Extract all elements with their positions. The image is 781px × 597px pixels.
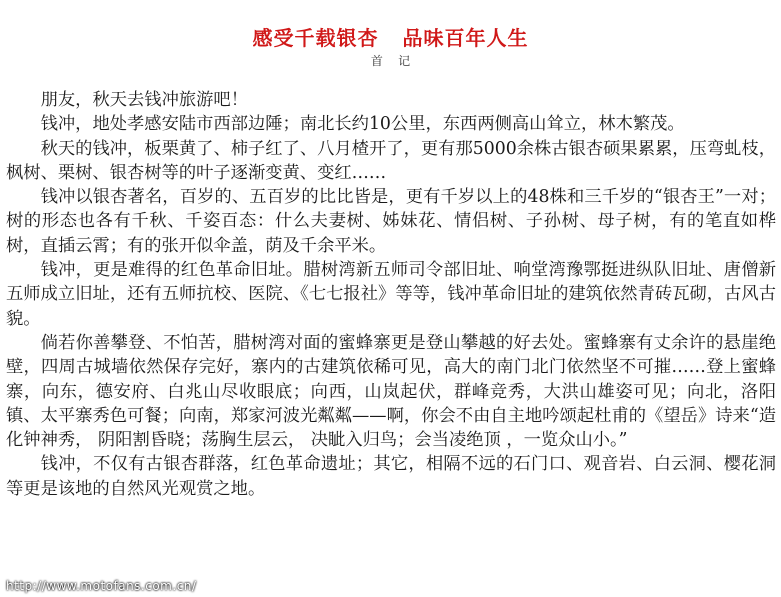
paragraph: 钱冲以银杏著名，百岁的、五百岁的比比皆是，更有千岁以上的48株和三千岁的“银杏王”一对；树的形态也各有千秋、千姿百态：什么夫妻树、姊妹花、情侣树、子孙树、母子树，有的笔直如桦树，直插云霄；有的张开似伞盖，荫及千余平米。	[6, 187, 776, 256]
paragraph: 钱冲，更是难得的红色革命旧址。腊树湾新五师司令部旧址、响堂湾豫鄂挺进纵队旧址、唐僧新五师成立旧址，还有五师抗校、医院、《七七报社》等等，钱冲革命旧址的建筑依然青砖瓦砌，古风古貌。	[6, 260, 776, 329]
page-title	[0, 22, 781, 51]
paragraph: 钱冲，地处孝感安陆市西部边陲；南北长约10公里，东西两侧高山耸立，林木繁茂。	[40, 114, 685, 135]
page-subtitle: 首 记	[370, 54, 411, 68]
title-part-1: 感受千载银杏	[252, 26, 379, 50]
title-part-2: 品味百年人生	[402, 26, 529, 50]
paragraph: 倘若你善攀登、不怕苦，腊树湾对面的蜜蜂寨更是登山攀越的好去处。蜜蜂寨有丈余许的悬崖绝壁，四周古城墙依然保存完好，寨内的古建筑依稀可见，高大的南门北门依然坚不可摧……登上蜜蜂寨，向东，德安府、白兆山尽收眼底；向西，山岚起伏，群峰竞秀，大洪山雄姿可见；向北，洛阳镇、太平寨秀色可餐；向南，郑家河波光粼粼——啊，你会不由自主地吟颂起杜甫的《望岳》诗来“造化钟神秀， 阴阳割昏晓；荡胸生层云， 决眦入归鸟；会当凌绝顶 ，一览众山小。”	[6, 332, 776, 451]
watermark-url: http://www.motofans.com.cn/	[6, 579, 197, 593]
paragraph: 秋天的钱冲，板栗黄了、柿子红了、八月楂开了，更有那5000余株古银杏硕果累累，压弯虬枝，枫树、栗树、银杏树等的叶子逐渐变黄、变红……	[6, 138, 776, 183]
article-body	[6, 88, 776, 501]
paragraph: 朋友，秋天去钱冲旅游吧！	[40, 90, 248, 110]
paragraph: 钱冲，不仅有古银杏群落，红色革命遗址；其它，相隔不远的石门口、观音岩、白云洞、樱花洞等更是该地的自然风光观赏之地。	[6, 454, 776, 499]
